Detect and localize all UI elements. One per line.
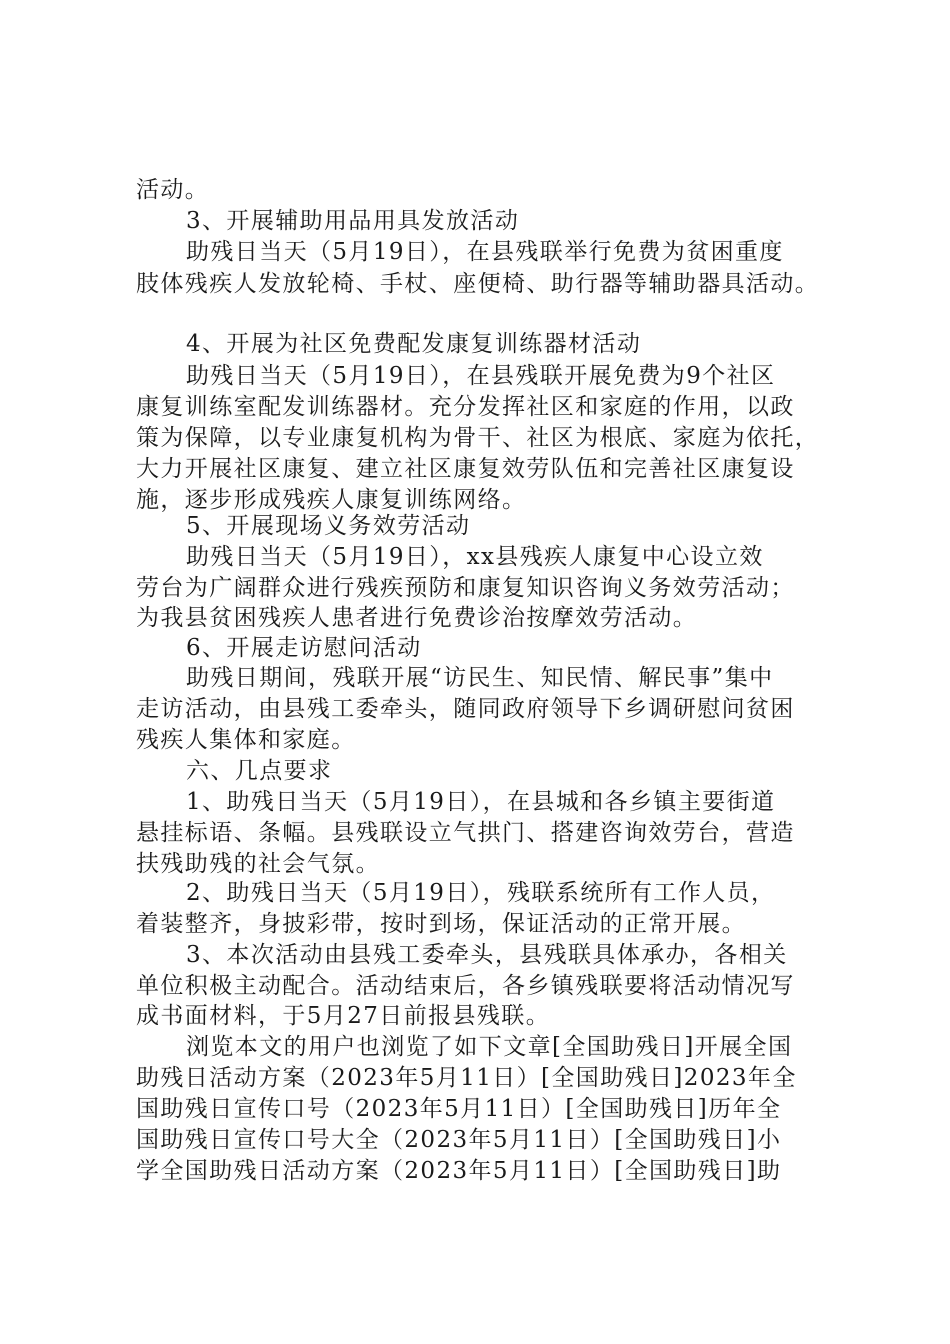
related-articles-line: 浏览本文的用户也浏览了如下文章[全国助残日]开展全国 bbox=[186, 1034, 793, 1060]
text-line: 助残日当天（5月19日），xx县残疾人康复中心设立效 bbox=[186, 544, 764, 570]
related-articles-line: 学全国助残日活动方案（2023年5月11日）[全国助残日]助 bbox=[136, 1158, 782, 1184]
text-line: 单位积极主动配合。活动结束后，各乡镇残联要将活动情况写 bbox=[136, 973, 795, 999]
text-line: 康复训练室配发训练器材。充分发挥社区和家庭的作用，以政 bbox=[136, 394, 795, 420]
text-line: 策为保障，以专业康复机构为骨干、社区为根底、家庭为依托， bbox=[136, 425, 820, 451]
text-line: 肢体残疾人发放轮椅、手杖、座便椅、助行器等辅助器具活动。 bbox=[136, 271, 820, 297]
text-line: 活动。 bbox=[136, 177, 210, 203]
text-line: 助残日当天（5月19日），在县残联开展免费为9个社区 bbox=[186, 363, 776, 389]
text-line: 施，逐步形成残疾人康复训练网络。 bbox=[136, 487, 527, 513]
related-articles-line: 国助残日宣传口号大全（2023年5月11日）[全国助残日]小 bbox=[136, 1127, 782, 1153]
text-line: 扶残助残的社会气氛。 bbox=[136, 851, 380, 877]
text-line: 为我县贫困残疾人患者进行免费诊治按摩效劳活动。 bbox=[136, 605, 698, 631]
section-heading: 5、开展现场义务效劳活动 bbox=[186, 513, 471, 539]
text-line: 2、助残日当天（5月19日），残联系统所有工作人员， bbox=[186, 880, 776, 906]
text-line: 走访活动，由县残工委牵头，随同政府领导下乡调研慰问贫困 bbox=[136, 696, 795, 722]
text-line: 助残日期间，残联开展“访民生、知民情、解民事”集中 bbox=[186, 665, 774, 691]
text-line: 3、本次活动由县残工委牵头，县残联具体承办，各相关 bbox=[186, 942, 788, 968]
text-line: 悬挂标语、条幅。县残联设立气拱门、搭建咨询效劳台，营造 bbox=[136, 820, 795, 846]
related-articles-line: 助残日活动方案（2023年5月11日）[全国助残日]2023年全 bbox=[136, 1065, 797, 1091]
text-line: 1、助残日当天（5月19日），在县城和各乡镇主要街道 bbox=[186, 789, 776, 815]
text-line: 大力开展社区康复、建立社区康复效劳队伍和完善社区康复设 bbox=[136, 456, 795, 482]
text-line: 着装整齐，身披彩带，按时到场，保证活动的正常开展。 bbox=[136, 911, 746, 937]
section-heading: 6、开展走访慰问活动 bbox=[186, 635, 422, 661]
related-articles-line: 国助残日宣传口号（2023年5月11日）[全国助残日]历年全 bbox=[136, 1096, 782, 1122]
section-heading: 3、开展辅助用品用具发放活动 bbox=[186, 208, 520, 234]
text-line: 残疾人集体和家庭。 bbox=[136, 727, 356, 753]
text-line: 成书面材料，于5月27日前报县残联。 bbox=[136, 1003, 551, 1029]
text-line: 劳台为广阔群众进行残疾预防和康复知识咨询义务效劳活动； bbox=[136, 575, 795, 601]
section-heading: 六、几点要求 bbox=[186, 758, 333, 784]
section-heading: 4、开展为社区免费配发康复训练器材活动 bbox=[186, 331, 642, 357]
text-line: 助残日当天（5月19日），在县残联举行免费为贫困重度 bbox=[186, 239, 784, 265]
